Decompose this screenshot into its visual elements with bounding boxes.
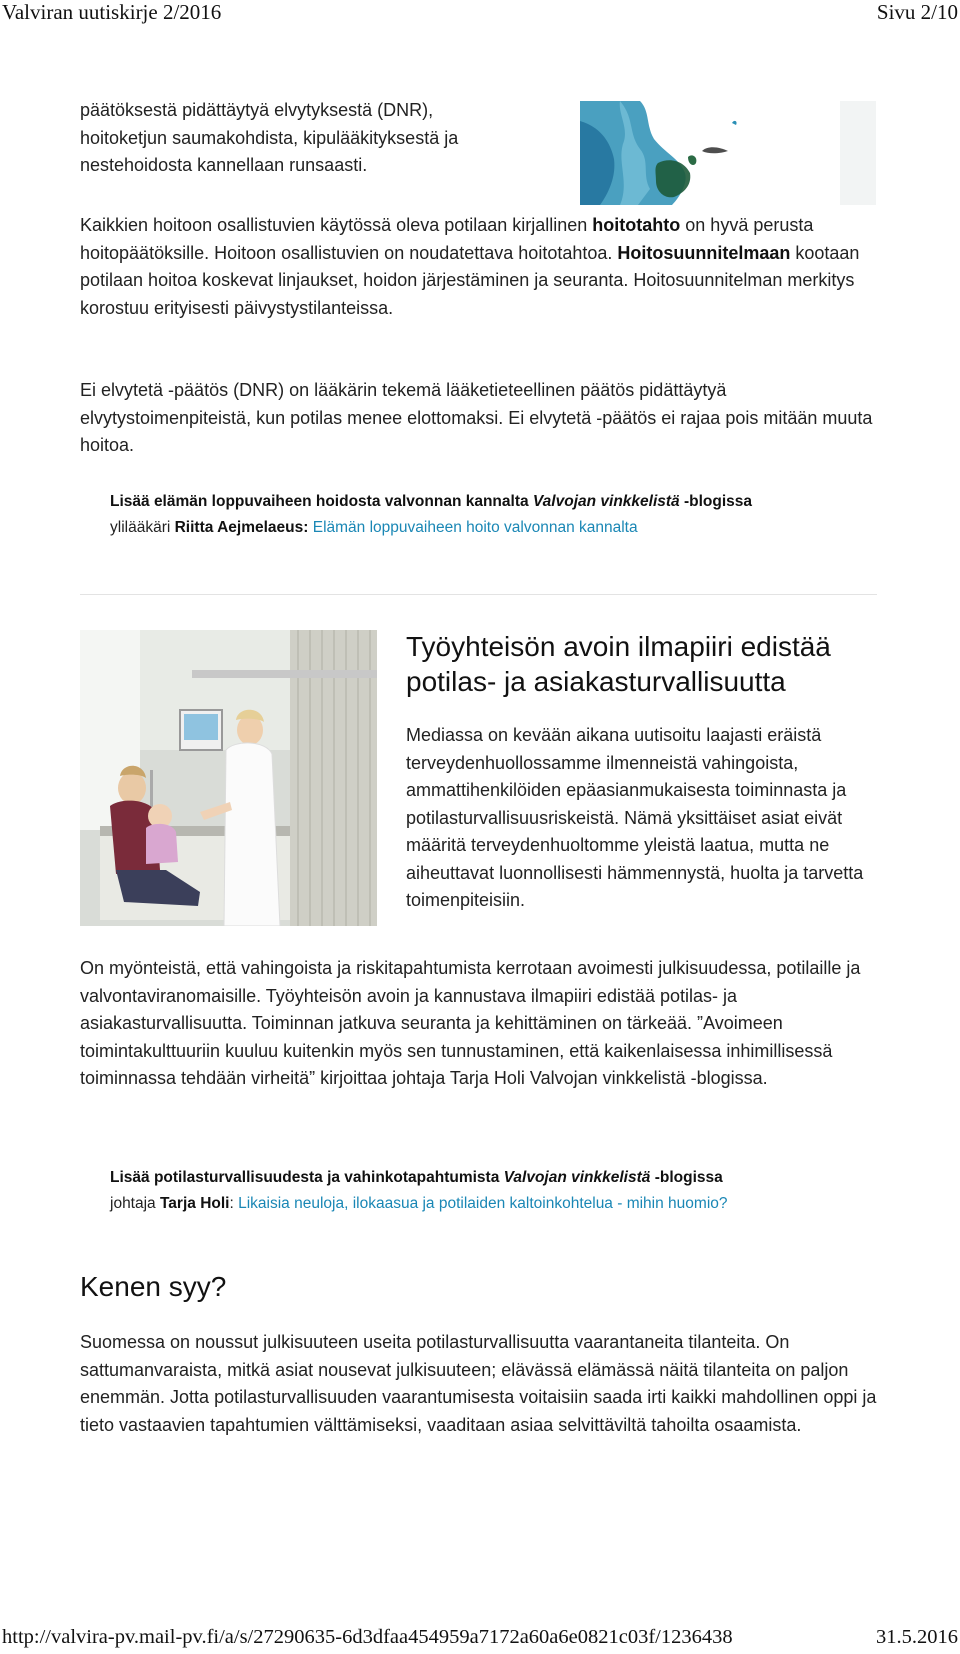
article-body: On myönteistä, että vahingoista ja riskitapahtumista kerrotaan avoimesti julkisuudessa, potilaille ja valvontaviranomaisille. Työyhteisön avoin ja kannustava ilmapiiri edistää potilas- ja asiakasturvallisuutta. Toiminnan jatkuva seuranta ja kehittäminen on tärkeää. ”Avoimeen toimintakulttuuriin kuuluu kuitenkin myös sen tunnustaminen, että kaikenlaisessa inhimillisessä toiminnassa tehdään virheitä” kirjoittaa johtaja Tarja Holi Valvojan vinkkelistä -blogissa.: [80, 958, 861, 1088]
intro-paragraph: päätöksestä pidättäytyä elvytyksestä (DNR), hoitoketjun saumakohdista, kipulääkityksestä ja nestehoidosta kannellaan runsaasti.: [80, 100, 459, 175]
author-title: johtaja: [110, 1195, 160, 1212]
bold-term-hoitotahto: hoitotahto: [592, 215, 681, 235]
blog-note-2: [110, 1165, 900, 1217]
blog-name: Valvojan vinkkelistä: [532, 493, 680, 510]
author-title: ylilääkäri: [110, 519, 175, 536]
page-header: [0, 0, 960, 25]
section-divider: [80, 594, 877, 595]
paragraph-text: Kaikkien hoitoon osallistuvien käytössä oleva potilaan kirjallinen: [80, 215, 593, 235]
hospital-photo: [80, 630, 377, 926]
blog-name: Valvojan vinkkelistä: [503, 1169, 651, 1186]
footer-date: 31.5.2016: [876, 1626, 958, 1648]
blog-note-2-heading: [110, 1165, 900, 1191]
note-text: -blogissa: [650, 1169, 723, 1186]
author-name: Tarja Holi: [159, 1195, 230, 1212]
article-lead: Mediassa on kevään aikana uutisoitu laajasti eräistä terveydenhuollossamme ilmenneistä vahingoista, ammattihenkilöiden epäasianmukaisesta toiminnasta ja potilasturvallisuusriskeistä. Nämä yksittäiset asiat eivät määritä terveydenhuoltomme yleistä laatua, mutta ne aiheuttavat luonnollisesti hämmennystä, huolta ja tarvetta toimenpiteisiin.: [406, 725, 864, 910]
separator: :: [229, 1195, 239, 1212]
paragraph-text: on hyvä perusta hoitopäätöksille. Hoitoon osallistuvien on noudatettava hoitotahtoa.: [80, 215, 814, 263]
note-text: Lisää elämän loppuvaiheen hoidosta valvonnan kannalta: [110, 493, 533, 510]
note-text: Lisää potilasturvallisuudesta ja vahinkotapahtumista: [110, 1169, 504, 1186]
footer-url: http://valvira-pv.mail-pv.fi/a/s/27290635-6d3dfaa454959a7172a60a6e0821c03f/1236438: [2, 1626, 733, 1648]
blog-note-1-heading: [110, 489, 880, 515]
page-number: Sivu 2/10: [876, 0, 958, 24]
section-title: Kenen syy?: [80, 1271, 227, 1302]
note-text: -blogissa: [679, 493, 753, 510]
blog-note-1: [110, 489, 880, 541]
paragraph-dnr: Ei elvytetä -päätös (DNR) on lääkärin tekemä lääketieteellinen päätös pidättäytyä elvytystoimenpiteistä, kun potilas menee elottomaksi. Ei elvytetä -päätös ei rajaa pois mitään muuta hoitoa.: [80, 380, 873, 455]
watercolor-image: [580, 101, 876, 205]
author-name: Riitta Aejmelaeus:: [174, 519, 309, 536]
paragraph-text: kootaan potilaan hoitoa koskevat linjaukset, hoidon järjestäminen ja seuranta. Hoitosuunnitelman merkitys korostuu erityisesti päivystystilanteissa.: [80, 242, 860, 318]
article-title: Työyhteisön avoin ilmapiiri edistää potilas- ja asiakasturvallisuutta: [406, 631, 831, 697]
bold-term-hoitosuunnitelmaan: Hoitosuunnitelmaan: [617, 242, 791, 263]
blog-post-link-2[interactable]: Likaisia neuloja, ilokaasua ja potilaiden kaltoinkohtelua - mihin huomio?: [238, 1195, 728, 1212]
blog-note-2-byline: [110, 1191, 900, 1217]
blog-note-1-byline: [110, 515, 880, 541]
blog-post-link-1[interactable]: Elämän loppuvaiheen hoito valvonnan kannalta: [312, 519, 638, 536]
paragraph-hoitotahto: [80, 212, 877, 322]
page-footer: [0, 1626, 960, 1649]
newsletter-title: Valviran uutiskirje 2/2016: [2, 0, 222, 24]
section-body: Suomessa on noussut julkisuuteen useita potilasturvallisuutta vaarantaneita tilanteita. On sattumanvaraista, mitkä asiat nousevat julkisuuteen; elävässä elämässä näitä tilanteita on paljon enemmän. Jotta potilasturvallisuuden vaarantumisesta voitaisiin saada irti kaikki mahdollinen oppi ja tieto vastaavien tapahtumien välttämiseksi, vaaditaan asiaa selvittäviltä tahoilta osaamista.: [80, 1332, 877, 1435]
